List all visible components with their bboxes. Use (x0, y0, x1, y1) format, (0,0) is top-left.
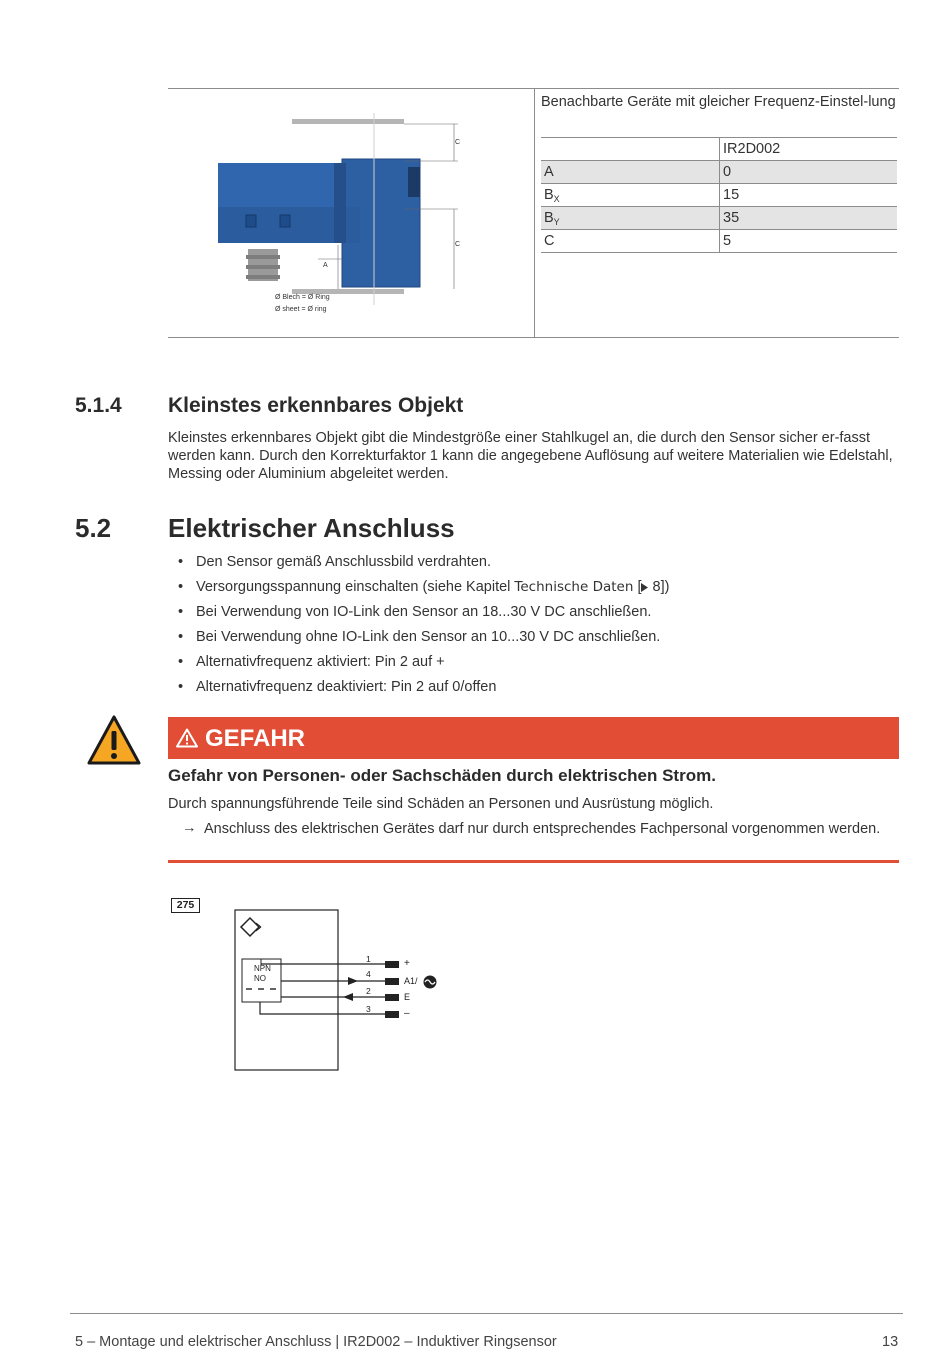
row-label-sub: X (553, 193, 560, 204)
table-row (541, 161, 897, 184)
figure-note-1: Ø Blech = Ø Ring (275, 294, 330, 301)
terminal-label: A1/ (404, 976, 418, 986)
instruction-list (168, 553, 893, 703)
wiring-diagram (230, 905, 460, 1075)
table-header: IR2D002 (720, 138, 898, 161)
figure-note-2: Ø sheet = Ø ring (275, 306, 327, 313)
row-label: B (544, 186, 554, 203)
bullet: • (178, 604, 184, 620)
sensor-mounting-illustration (168, 89, 534, 337)
chapter-link[interactable]: Technische Daten (514, 579, 634, 595)
bullet: • (178, 654, 184, 670)
bullet: • (178, 679, 184, 695)
warning-small-icon (176, 728, 198, 748)
row-value: 0 (720, 161, 898, 184)
pin-label: 3 (366, 1004, 371, 1014)
dim-label-c-top: C (455, 139, 461, 146)
row-label: B (544, 209, 554, 226)
footer-rule (70, 1313, 903, 1314)
pin-label: 4 (366, 969, 371, 979)
list-item: • Bei Verwendung von IO-Link den Sensor an 18...30 V DC anschließen. (178, 604, 652, 620)
danger-text: Durch spannungsführende Teile sind Schäden an Personen und Ausrüstung möglich. (168, 796, 714, 812)
dim-label-c-mid: C (455, 241, 461, 248)
table-caption: Benachbarte Geräte mit gleicher Frequenz-Einstel-lung (541, 94, 896, 110)
section-number-514: 5.1.4 (75, 394, 122, 417)
arrow-icon: → (182, 820, 197, 836)
row-value: 35 (720, 207, 898, 230)
table-row (541, 207, 897, 230)
figure-badge: 275 (171, 898, 200, 913)
section-title-52: Elektrischer Anschluss (168, 513, 455, 543)
row-label: A (544, 164, 554, 180)
danger-title: GEFAHR (205, 725, 306, 752)
footer-text: 5 – Montage und elektrischer Anschluss | IR2D002 – Induktiver Ringsensor (75, 1334, 557, 1350)
bullet: • (178, 554, 184, 570)
terminal-label: – (404, 1008, 410, 1019)
list-item: • Alternativfrequenz deaktiviert: Pin 2 auf 0/offen (178, 679, 497, 695)
terminal-label: + (404, 958, 410, 969)
output-type-label: NPN (254, 964, 271, 973)
row-label-sub: Y (553, 216, 560, 227)
bullet: • (178, 579, 184, 595)
list-item: • Den Sensor gemäß Anschlussbild verdrahten. (178, 554, 491, 570)
pin-label: 1 (366, 954, 371, 964)
list-item: • Versorgungsspannung einschalten (siehe Kapitel Technische Daten [ 8]) (178, 579, 670, 595)
bullet: • (178, 629, 184, 645)
vertical-divider (534, 89, 535, 337)
output-function-label: NO (254, 974, 266, 983)
page-number: 13 (882, 1334, 899, 1350)
list-item: • Bei Verwendung ohne IO-Link den Sensor an 10...30 V DC anschließen. (178, 629, 661, 645)
dim-label-a: A (323, 262, 328, 269)
list-item: • Alternativfrequenz aktiviert: Pin 2 auf + (178, 654, 445, 670)
danger-subtitle: Gefahr von Personen- oder Sachschäden durch elektrischen Strom. (168, 766, 716, 785)
play-triangle-icon (641, 583, 648, 592)
frequency-table (541, 137, 897, 253)
section-number-52: 5.2 (75, 513, 112, 543)
danger-bottom-rule (168, 860, 899, 863)
warning-triangle-icon (86, 714, 142, 766)
section-body-514: Kleinstes erkennbares Objekt gibt die Mindestgröße einer Stahlkugel an, die durch den Sensor sicher er-fasst werden kann. Durch den Korrekturfaktor 1 kann die angegebene Auflösung auf weitere Materialien wie Edelstahl, Messing oder Aluminium abgeleitet werden. (168, 430, 893, 482)
section-title-514: Kleinstes erkennbares Objekt (168, 394, 464, 417)
terminal-label: E (404, 992, 411, 1002)
table-row (541, 230, 897, 253)
figure-table-block (168, 88, 899, 338)
table-row (541, 184, 897, 207)
danger-action: Anschluss des elektrischen Gerätes darf nur durch entsprechendes Fachpersonal vorgenommen werden. (204, 821, 881, 837)
row-value: 15 (720, 184, 898, 207)
row-value: 5 (720, 230, 898, 253)
table-header-row (541, 138, 897, 161)
row-label: C (544, 233, 555, 249)
pin-label: 2 (366, 986, 371, 996)
